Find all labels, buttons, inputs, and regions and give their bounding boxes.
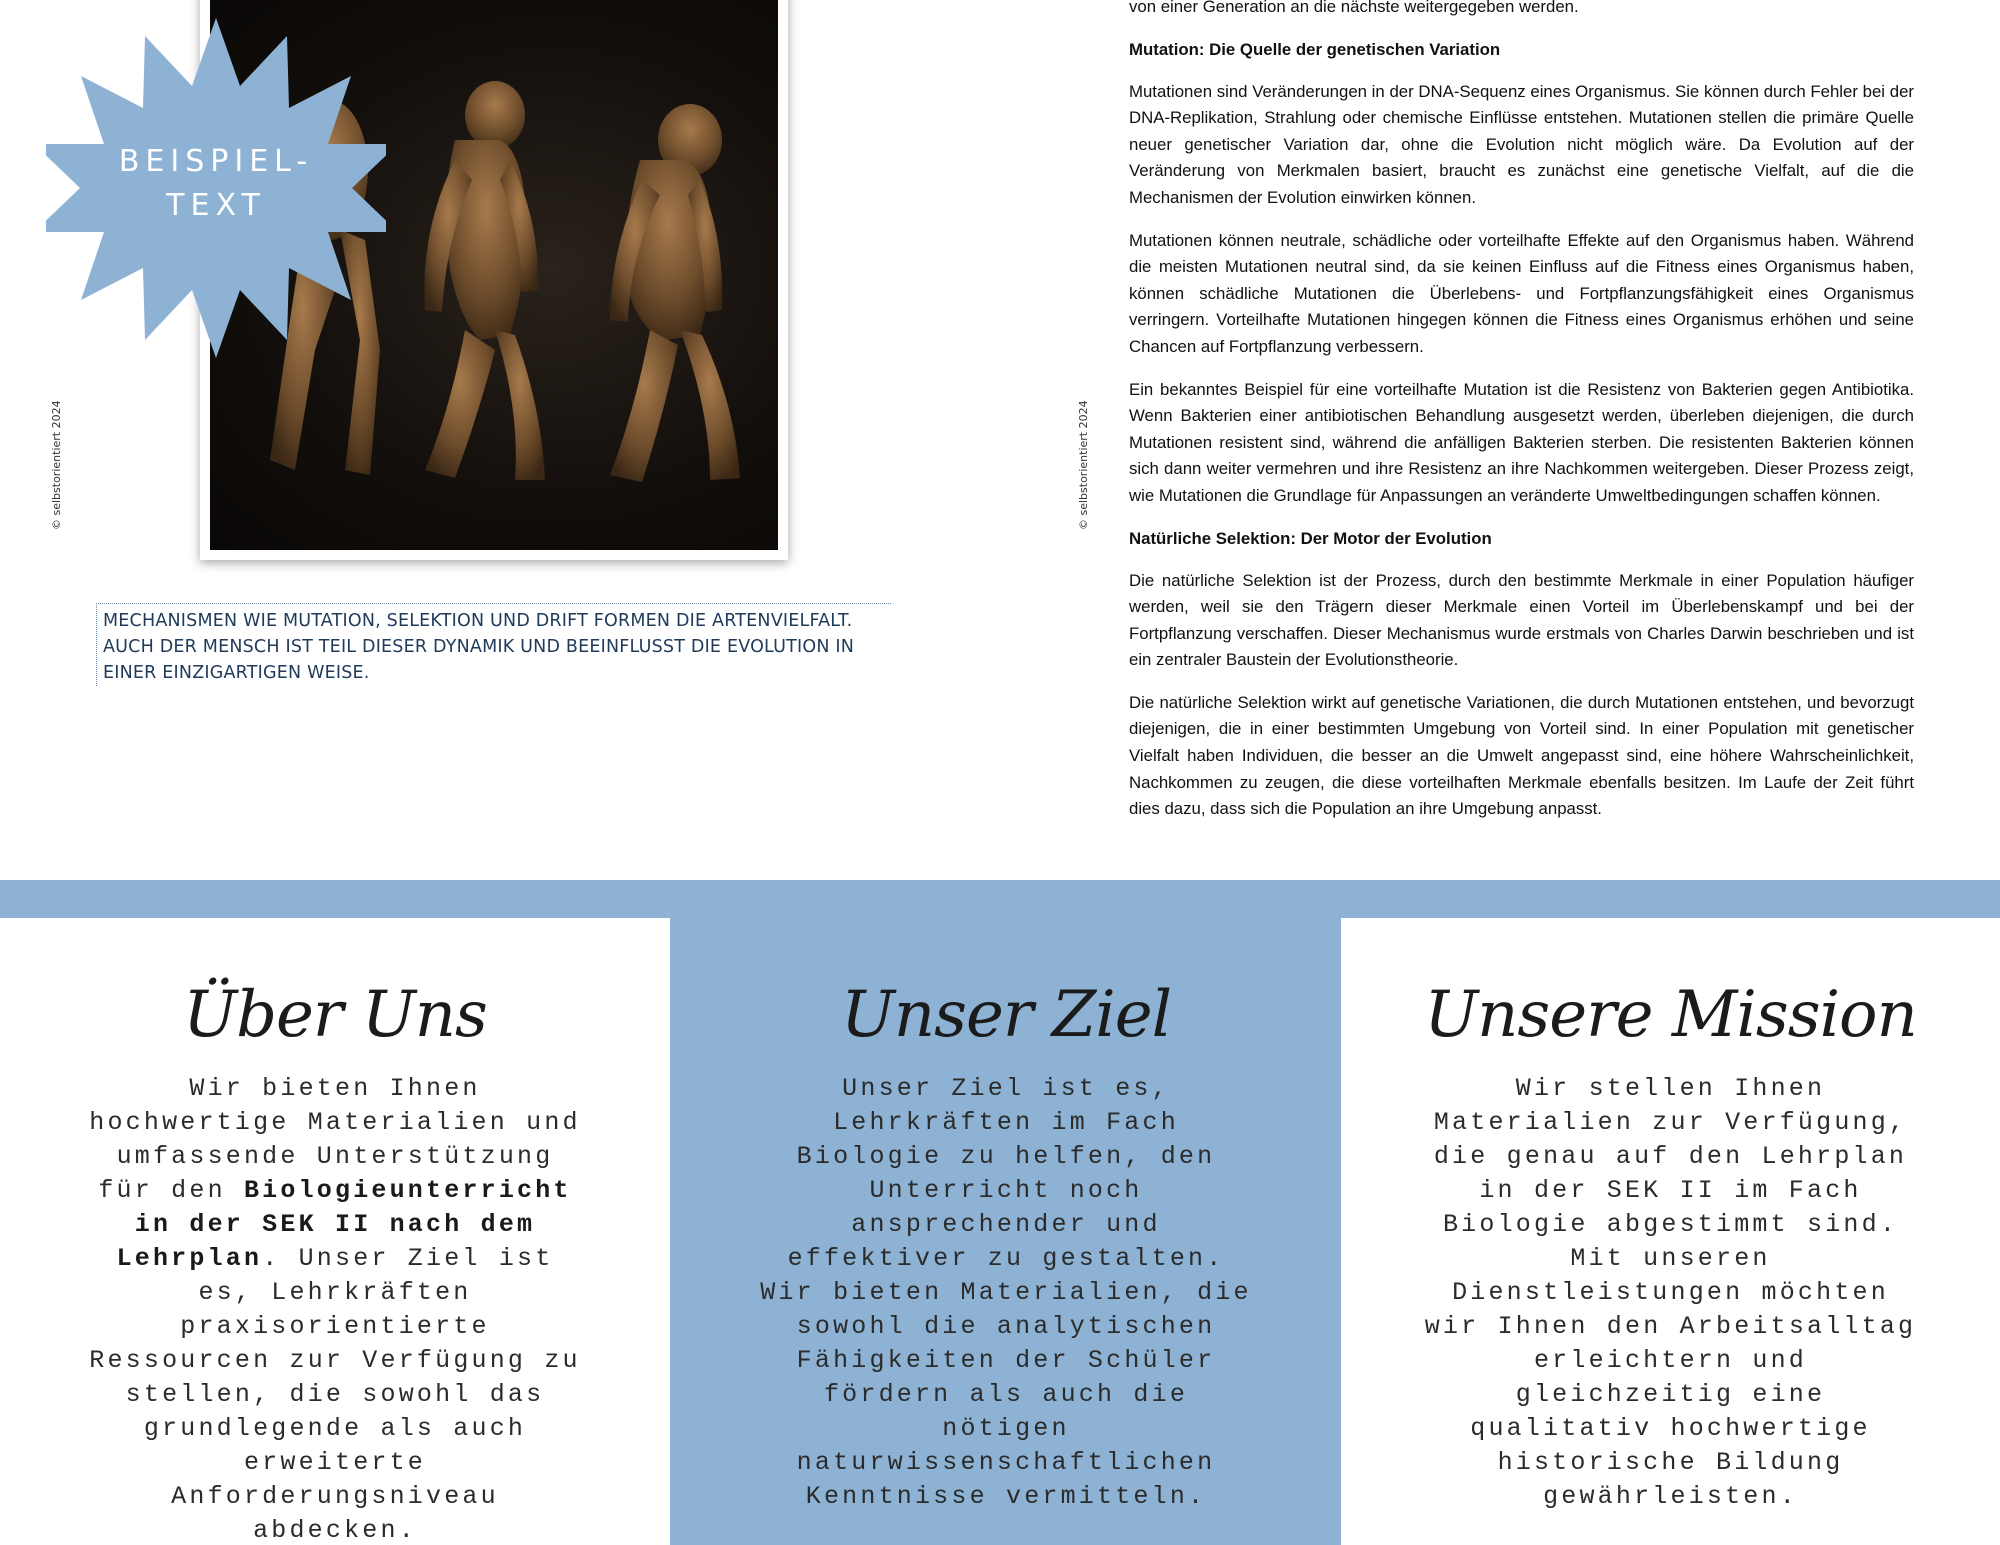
example-text-badge: [46, 18, 386, 358]
about-us-text-bold: Biologieunterricht in der SEK II nach dem Lehrplan: [116, 1176, 572, 1273]
our-goal-title: Unser Ziel: [840, 978, 1172, 1052]
about-us-column: [0, 918, 670, 1545]
paragraph-5: Die natürliche Selektion wirkt auf genetische Variationen, die durch Mutationen entstehen, und bevorzugt diejenigen, die in einer bestimmten Umgebung von Vorteil sind. In einer Population mit genetischer Vielfalt haben Individuen, die besser an die Umwelt angepasst sind, eine höhere Wahrscheinlichkeit, Nachkommen zu zeugen, die diese vorteilhaften Merkmale ebenfalls besitzen. Im Laufe der Zeit führt dies dazu, dass sich die Population an ihre Umgebung anpasst.: [1129, 692, 1914, 819]
article-intro: von einer Generation an die nächste weitergegeben werden.: [1129, 0, 1579, 16]
our-mission-title: Unsere Mission: [1424, 978, 1917, 1052]
badge-line-1: BEISPIEL-: [118, 144, 314, 179]
our-goal-text: Unser Ziel ist es, Lehrkräften im Fach Biologie zu helfen, den Unterricht noch ansprechender und effektiver zu gestalten. Wir bieten Materialien, die sowohl die analytischen Fähigkeiten der Schüler fördern als auch die nötigen naturwissenschaftlichen Kenntnisse vermitteln.: [760, 1074, 1252, 1511]
paragraph-2: Mutationen können neutrale, schädliche oder vorteilhafte Effekte auf den Organismus haben. Während die meisten Mutationen neutral sind, da sie keinen Einfluss auf die Fitness eines Organismus haben, können schädliche Mutationen die Überlebens- und Fortpflanzungsfähigkeit eines Organismus verringern. Vorteilhafte Mutationen hingegen können die Fitness eines Organismus erhöhen und seine Chancen auf Fortpflanzung verbessern.: [1129, 230, 1914, 356]
copyright-left: © selbstorientiert 2024: [50, 400, 63, 530]
about-us-text: [85, 1072, 585, 1545]
badge-label: [46, 140, 386, 228]
our-mission-text: Wir stellen Ihnen Materialien zur Verfügung, die genau auf den Lehrplan in der SEK II im Fach Biologie abgestimmt sind. Mit unseren Dienstleistungen möchten wir Ihnen den Arbeitsalltag erleichtern und gleichzeitig eine qualitativ hochwertige historische Bildung gewährleisten.: [1424, 1074, 1917, 1511]
our-goal-column: [671, 918, 1341, 1545]
article-text: [1129, 0, 1914, 839]
paragraph-3: Ein bekanntes Beispiel für eine vorteilhafte Mutation ist die Resistenz von Bakterien gegen Antibiotika. Wenn Bakterien einer antibiotischen Behandlung ausgesetzt werden, überleben diejenigen, die durch Mutationen resistent sind, während die anfälligen Bakterien sterben. Die resistenten Bakterien können sich dann weiter vermehren und ihre Resistenz an ihre Nachkommen weitergeben. Dieser Prozess zeigt, wie Mutationen die Grundlage für Anpassungen an veränderte Umweltbedingungen schaffen können.: [1129, 379, 1914, 505]
paragraph-1: Mutationen sind Veränderungen in der DNA-Sequenz eines Organismus. Sie können durch Fehler bei der DNA-Replikation, Strahlung oder chemische Einflüsse entstehen. Mutationen stellen die primäre Quelle neuer genetischer Variation dar, ohne die Evolution nicht möglich wäre. Da Evolution auf der Veränderung von Merkmalen basiert, braucht es zunächst eine genetische Vielfalt, auf die die Mechanismen der Evolution einwirken können.: [1129, 81, 1914, 207]
copyright-right: © selbstorientiert 2024: [1077, 400, 1090, 530]
about-us-text-part-2: . Unser Ziel ist es, Lehrkräften praxisorientierte Ressourcen zur Verfügung zu stellen, die sowohl das grundlegende als auch erweiterte Anforderungsniveau abdecken.: [89, 1244, 581, 1545]
about-us-title: Über Uns: [183, 978, 487, 1052]
paragraph-4: Die natürliche Selektion ist der Prozess, durch den bestimmte Merkmale in einer Population häufiger werden, weil sie den Trägern dieser Merkmale einen Vorteil im Überlebenskampf und bei der Fortpflanzung verschaffen. Dieser Mechanismus wurde erstmals von Charles Darwin beschrieben und ist ein zentraler Baustein der Evolutionstheorie.: [1129, 570, 1914, 670]
heading-mutation: Mutation: Die Quelle der genetischen Variation: [1129, 39, 1501, 59]
about-us-text-part-1: Wir bieten Ihnen hochwertige Materialien und umfassende Unterstützung für den: [89, 1074, 581, 1205]
heading-selection: Natürliche Selektion: Der Motor der Evolution: [1129, 528, 1492, 548]
our-mission-column: [1341, 918, 2000, 1545]
image-caption: MECHANISMEN WIE MUTATION, SELEKTION UND DRIFT FORMEN DIE ARTENVIELFALT. AUCH DER MENSCH IST TEIL DIESER DYNAMIK UND BEEINFLUSST DIE EVOLUTION IN EINER EINZIGARTIGEN WEISE.: [96, 603, 891, 686]
badge-line-2: TEXT: [166, 188, 266, 223]
